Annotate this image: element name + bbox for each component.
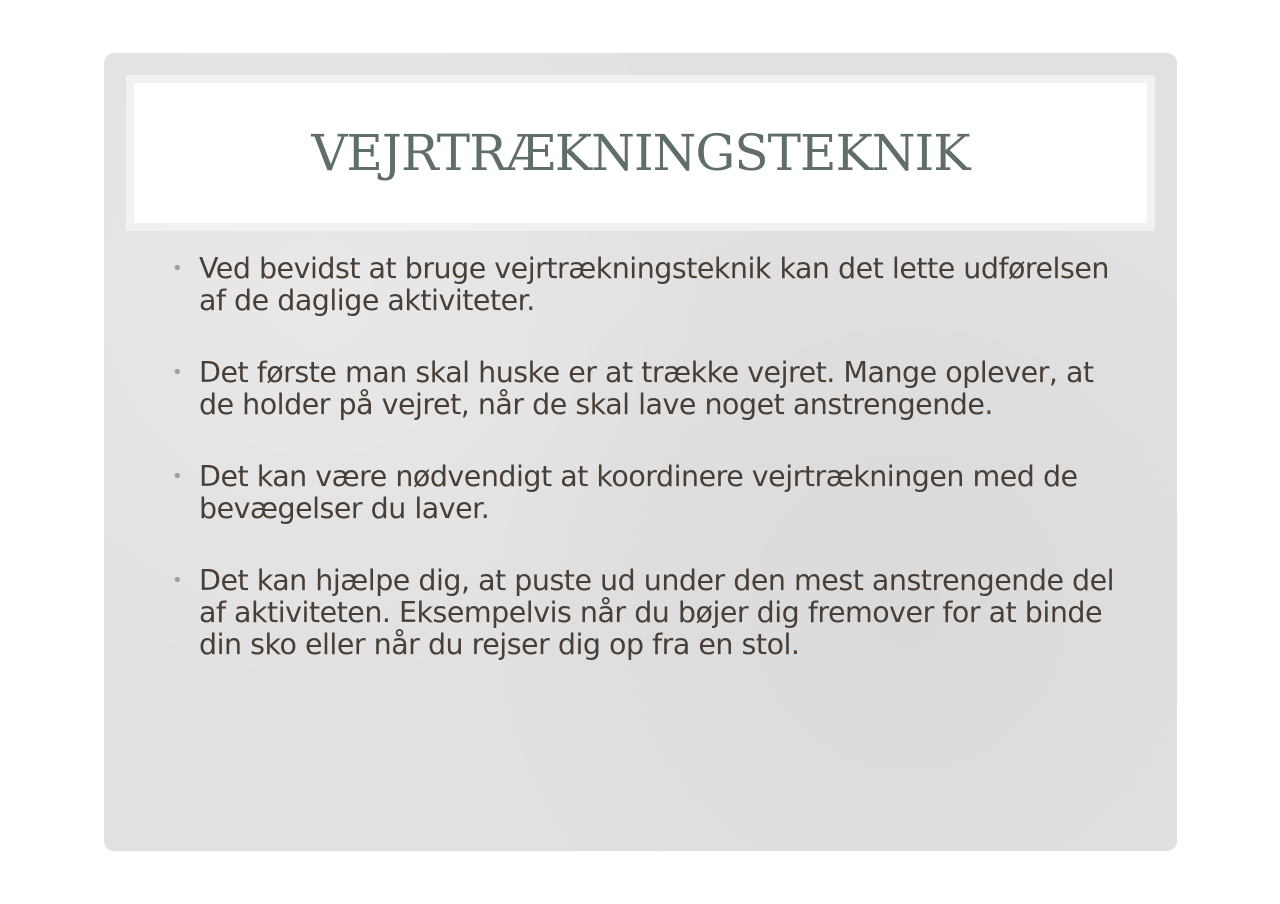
bullet-icon: • xyxy=(172,258,183,279)
list-item xyxy=(168,357,1128,421)
bullet-text: Det kan være nødvendigt at koordinere vejrtrækningen med de bevægelser du laver. xyxy=(199,460,1078,525)
list-item xyxy=(168,565,1128,661)
list-item xyxy=(168,253,1128,317)
bullet-icon: • xyxy=(172,570,183,591)
slide xyxy=(104,53,1177,851)
slide-title: VEJRTRÆKNINGSTEKNIK xyxy=(311,124,970,182)
title-panel xyxy=(134,83,1147,223)
bullet-icon: • xyxy=(172,466,183,487)
title-frame xyxy=(126,75,1155,231)
bullet-text: Det første man skal huske er at trække vejret. Mange oplever, at de holder på vejret, når de skal lave noget anstrengende. xyxy=(199,356,1094,421)
bullet-icon: • xyxy=(172,362,183,383)
bullet-text: Det kan hjælpe dig, at puste ud under den mest anstrengende del af aktiviteten. Eksempelvis når du bøjer dig fremover for at binde din sko eller når du rejser dig op fra en stol. xyxy=(199,564,1115,661)
bullet-list xyxy=(168,253,1128,701)
list-item xyxy=(168,461,1128,525)
bullet-text: Ved bevidst at bruge vejrtrækningsteknik kan det lette udførelsen af de daglige aktiviteter. xyxy=(199,252,1109,317)
